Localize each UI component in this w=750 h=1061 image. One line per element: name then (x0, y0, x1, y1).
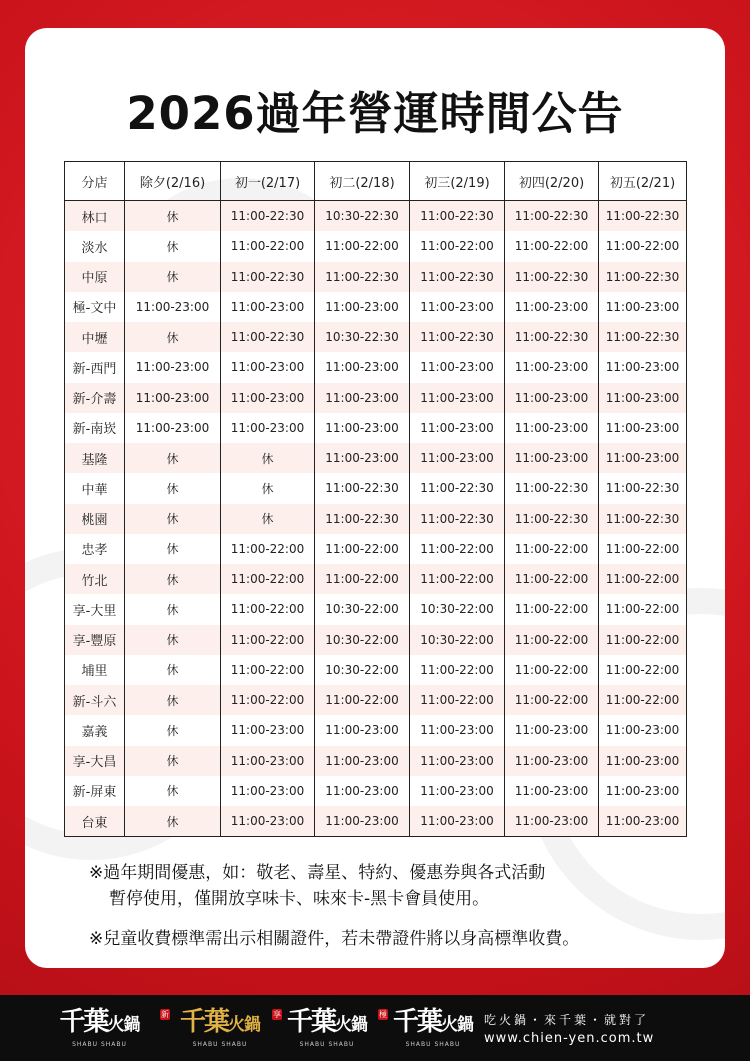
hours-cell: 11:00-23:00 (599, 413, 687, 443)
table-row (65, 685, 687, 715)
hours-cell: 11:00-23:00 (125, 292, 221, 322)
hours-cell: 11:00-23:00 (505, 715, 599, 745)
hours-cell: 11:00-23:00 (315, 352, 410, 382)
hours-cell: 11:00-22:00 (599, 534, 687, 564)
hours-cell: 11:00-23:00 (505, 776, 599, 806)
column-header: 初二(2/18) (315, 162, 410, 201)
logo-badge: 新 (161, 1010, 169, 1019)
table-row (65, 594, 687, 624)
hours-cell: 休 (221, 443, 315, 473)
branch-name-cell: 忠孝 (65, 534, 125, 564)
hours-cell: 11:00-22:00 (505, 594, 599, 624)
branch-name-cell: 嘉義 (65, 715, 125, 745)
branch-name-cell: 中華 (65, 473, 125, 503)
branch-name-cell: 中原 (65, 262, 125, 292)
hours-cell: 11:00-22:30 (315, 262, 410, 292)
logo-mark: 千葉 (286, 1007, 335, 1037)
hours-cell: 11:00-23:00 (125, 352, 221, 382)
hours-cell: 11:00-23:00 (315, 806, 410, 837)
branch-name-cell: 新-介壽 (65, 383, 125, 413)
hours-cell: 休 (125, 534, 221, 564)
brand-logo (52, 1005, 147, 1051)
hours-cell: 11:00-23:00 (410, 352, 505, 382)
table-row (65, 413, 687, 443)
hours-cell: 10:30-22:00 (315, 655, 410, 685)
hours-cell: 11:00-22:00 (505, 655, 599, 685)
hours-cell: 10:30-22:00 (315, 594, 410, 624)
hours-cell: 11:00-22:00 (315, 564, 410, 594)
hours-cell: 11:00-23:00 (599, 776, 687, 806)
column-header: 初三(2/19) (410, 162, 505, 201)
hours-cell: 11:00-22:30 (221, 262, 315, 292)
logo-mark: 千葉 (179, 1007, 228, 1037)
branch-name-cell: 極-文中 (65, 292, 125, 322)
table-row (65, 201, 687, 232)
note-line: ※兒童收費標準需出示相關證件，若未帶證件將以身高標準收費。 (89, 929, 580, 949)
table-row (65, 564, 687, 594)
hours-cell: 10:30-22:00 (410, 625, 505, 655)
table-row (65, 292, 687, 322)
logo-badge: 極 (379, 1010, 387, 1019)
hours-cell: 11:00-22:30 (410, 473, 505, 503)
table-row (65, 746, 687, 776)
hours-cell: 休 (125, 625, 221, 655)
brand-logo-xiang (282, 1005, 372, 1051)
hours-cell: 11:00-22:30 (505, 201, 599, 232)
table-row (65, 504, 687, 534)
branch-name-cell: 淡水 (65, 231, 125, 261)
hours-cell: 11:00-22:30 (505, 322, 599, 352)
note-line: ※過年期間優惠，如：敬老、壽星、特約、優惠券與各式活動 (89, 863, 546, 883)
hours-cell: 11:00-22:00 (410, 564, 505, 594)
hours-cell: 11:00-22:00 (599, 625, 687, 655)
hours-cell: 11:00-22:00 (315, 231, 410, 261)
hours-cell: 10:30-22:00 (315, 625, 410, 655)
hours-cell: 11:00-23:00 (410, 292, 505, 322)
hours-cell: 11:00-22:00 (505, 534, 599, 564)
hours-cell: 11:00-23:00 (505, 806, 599, 837)
hours-cell: 11:00-22:30 (410, 322, 505, 352)
hours-cell: 10:30-22:00 (410, 594, 505, 624)
hours-cell: 休 (125, 201, 221, 232)
hours-cell: 11:00-23:00 (221, 413, 315, 443)
table-row (65, 655, 687, 685)
hours-cell: 11:00-23:00 (315, 383, 410, 413)
table-row (65, 231, 687, 261)
hours-cell: 11:00-22:30 (315, 473, 410, 503)
hours-cell: 11:00-22:30 (410, 201, 505, 232)
hours-cell: 11:00-22:30 (221, 201, 315, 232)
branch-name-cell: 竹北 (65, 564, 125, 594)
announcement-card (25, 28, 725, 968)
hours-cell: 休 (221, 504, 315, 534)
table-header-row (65, 162, 687, 201)
branch-name-cell: 新-南崁 (65, 413, 125, 443)
hours-cell: 休 (125, 473, 221, 503)
hours-cell: 休 (125, 564, 221, 594)
hours-cell: 休 (221, 473, 315, 503)
hours-cell: 11:00-23:00 (599, 383, 687, 413)
notes-section (89, 860, 689, 952)
logo-subtitle: SHABU SHABU (192, 1041, 248, 1048)
hours-cell: 11:00-22:00 (505, 625, 599, 655)
footer-bar (0, 995, 750, 1061)
table-row (65, 625, 687, 655)
hours-cell: 休 (125, 655, 221, 685)
hours-cell: 休 (125, 594, 221, 624)
hours-cell: 11:00-22:30 (410, 262, 505, 292)
hours-cell: 11:00-22:30 (221, 322, 315, 352)
branch-name-cell: 埔里 (65, 655, 125, 685)
hours-cell: 11:00-23:00 (505, 746, 599, 776)
hours-cell: 11:00-22:30 (599, 504, 687, 534)
table-row (65, 473, 687, 503)
table-row (65, 715, 687, 745)
hours-cell: 11:00-23:00 (221, 292, 315, 322)
hours-cell: 11:00-22:00 (410, 685, 505, 715)
hours-cell: 11:00-23:00 (315, 715, 410, 745)
hours-cell: 11:00-23:00 (599, 352, 687, 382)
logo-hotpot: 火鍋 (335, 1015, 367, 1035)
hours-cell: 11:00-23:00 (221, 715, 315, 745)
branch-name-cell: 享-大昌 (65, 746, 125, 776)
hours-cell: 11:00-23:00 (221, 806, 315, 837)
hours-cell: 11:00-23:00 (599, 443, 687, 473)
hours-cell: 休 (125, 715, 221, 745)
hours-cell: 10:30-22:30 (315, 322, 410, 352)
hours-cell: 11:00-23:00 (315, 413, 410, 443)
website-link[interactable]: www.chien-yen.com.tw (484, 1031, 655, 1046)
hours-cell: 11:00-22:00 (221, 655, 315, 685)
branch-name-cell: 新-斗六 (65, 685, 125, 715)
hours-cell: 11:00-22:00 (599, 564, 687, 594)
logo-subtitle: SHABU SHABU (72, 1041, 127, 1048)
hours-cell: 11:00-23:00 (505, 352, 599, 382)
table-row (65, 262, 687, 292)
table-row (65, 352, 687, 382)
page-title: 2026過年營運時間公告 (126, 87, 624, 140)
hours-cell: 11:00-22:00 (410, 534, 505, 564)
logo-hotpot: 火鍋 (107, 1015, 140, 1035)
hours-cell: 11:00-22:30 (505, 473, 599, 503)
column-header: 初四(2/20) (505, 162, 599, 201)
branch-name-cell: 中壢 (65, 322, 125, 352)
hours-cell: 11:00-23:00 (410, 413, 505, 443)
hours-cell: 11:00-23:00 (125, 383, 221, 413)
hours-cell: 11:00-22:30 (505, 262, 599, 292)
note-line: 暫停使用，僅開放享味卡、味來卡-黑卡會員使用。 (109, 889, 490, 909)
hours-cell: 11:00-23:00 (410, 776, 505, 806)
table-row (65, 806, 687, 837)
branch-name-cell: 基隆 (65, 443, 125, 473)
brand-logo-new (170, 1005, 270, 1051)
hours-cell: 11:00-23:00 (315, 746, 410, 776)
brand-slogan: 吃火鍋・來千葉・就對了 (484, 1013, 650, 1027)
business-hours-table (64, 161, 687, 837)
table-row (65, 322, 687, 352)
hours-cell: 11:00-23:00 (221, 383, 315, 413)
column-header: 分店 (65, 162, 125, 201)
column-header: 除夕(2/16) (125, 162, 221, 201)
hours-cell: 11:00-23:00 (221, 352, 315, 382)
hours-cell: 11:00-22:00 (221, 625, 315, 655)
logo-hotpot: 火鍋 (441, 1015, 473, 1035)
logo-subtitle: SHABU SHABU (405, 1041, 461, 1048)
logo-subtitle: SHABU SHABU (299, 1041, 355, 1048)
hours-cell: 11:00-22:30 (599, 262, 687, 292)
logo-badge: 享 (273, 1010, 281, 1019)
hours-cell: 11:00-23:00 (125, 413, 221, 443)
hours-cell: 11:00-22:30 (505, 504, 599, 534)
hours-cell: 11:00-23:00 (505, 443, 599, 473)
branch-name-cell: 享-大里 (65, 594, 125, 624)
hours-cell: 11:00-22:30 (599, 322, 687, 352)
hours-cell: 11:00-22:00 (410, 231, 505, 261)
hours-cell: 11:00-22:00 (221, 534, 315, 564)
brand-logo-ji (388, 1005, 478, 1051)
hours-cell: 11:00-23:00 (410, 746, 505, 776)
hours-cell: 11:00-22:00 (315, 534, 410, 564)
hours-cell: 11:00-23:00 (599, 715, 687, 745)
hours-cell: 11:00-23:00 (505, 383, 599, 413)
branch-name-cell: 台東 (65, 806, 125, 837)
hours-cell: 11:00-22:00 (315, 685, 410, 715)
hours-cell: 休 (125, 443, 221, 473)
logo-mark: 千葉 (59, 1007, 108, 1037)
hours-cell: 11:00-22:00 (599, 655, 687, 685)
hours-cell: 11:00-22:30 (599, 473, 687, 503)
hours-cell: 11:00-22:00 (410, 655, 505, 685)
hours-cell: 11:00-23:00 (315, 443, 410, 473)
logo-hotpot: 火鍋 (228, 1015, 260, 1035)
hours-cell: 11:00-22:30 (599, 201, 687, 232)
branch-name-cell: 新-西門 (65, 352, 125, 382)
hours-cell: 11:00-22:30 (315, 504, 410, 534)
hours-cell: 11:00-23:00 (599, 746, 687, 776)
hours-cell: 11:00-23:00 (221, 746, 315, 776)
hours-cell: 休 (125, 776, 221, 806)
hours-cell: 10:30-22:30 (315, 201, 410, 232)
hours-cell: 11:00-23:00 (410, 443, 505, 473)
table-row (65, 443, 687, 473)
hours-cell: 11:00-23:00 (315, 292, 410, 322)
hours-cell: 休 (125, 685, 221, 715)
hours-cell: 11:00-23:00 (410, 715, 505, 745)
hours-cell: 11:00-23:00 (505, 413, 599, 443)
hours-cell: 11:00-22:00 (221, 594, 315, 624)
hours-cell: 休 (125, 322, 221, 352)
branch-name-cell: 新-屏東 (65, 776, 125, 806)
hours-cell: 11:00-23:00 (505, 292, 599, 322)
hours-cell: 11:00-22:00 (505, 564, 599, 594)
hours-cell: 11:00-22:00 (599, 594, 687, 624)
branch-name-cell: 享-豐原 (65, 625, 125, 655)
hours-cell: 11:00-22:00 (505, 231, 599, 261)
hours-cell: 11:00-23:00 (221, 776, 315, 806)
hours-cell: 11:00-23:00 (410, 806, 505, 837)
table-row (65, 776, 687, 806)
table-row (65, 383, 687, 413)
hours-cell: 休 (125, 504, 221, 534)
branch-name-cell: 桃園 (65, 504, 125, 534)
hours-cell: 11:00-23:00 (599, 292, 687, 322)
column-header: 初一(2/17) (221, 162, 315, 201)
hours-cell: 11:00-22:00 (505, 685, 599, 715)
hours-cell: 11:00-23:00 (315, 776, 410, 806)
hours-cell: 11:00-22:30 (410, 504, 505, 534)
logo-mark: 千葉 (392, 1007, 441, 1037)
hours-cell: 11:00-22:00 (599, 685, 687, 715)
hours-cell: 11:00-23:00 (599, 806, 687, 837)
hours-cell: 休 (125, 746, 221, 776)
table-row (65, 534, 687, 564)
hours-cell: 11:00-22:00 (221, 564, 315, 594)
hours-cell: 11:00-22:00 (599, 231, 687, 261)
hours-cell: 11:00-23:00 (410, 383, 505, 413)
hours-cell: 休 (125, 806, 221, 837)
branch-name-cell: 林口 (65, 201, 125, 232)
column-header: 初五(2/21) (599, 162, 687, 201)
hours-cell: 11:00-22:00 (221, 685, 315, 715)
hours-cell: 休 (125, 262, 221, 292)
hours-cell: 休 (125, 231, 221, 261)
hours-cell: 11:00-22:00 (221, 231, 315, 261)
